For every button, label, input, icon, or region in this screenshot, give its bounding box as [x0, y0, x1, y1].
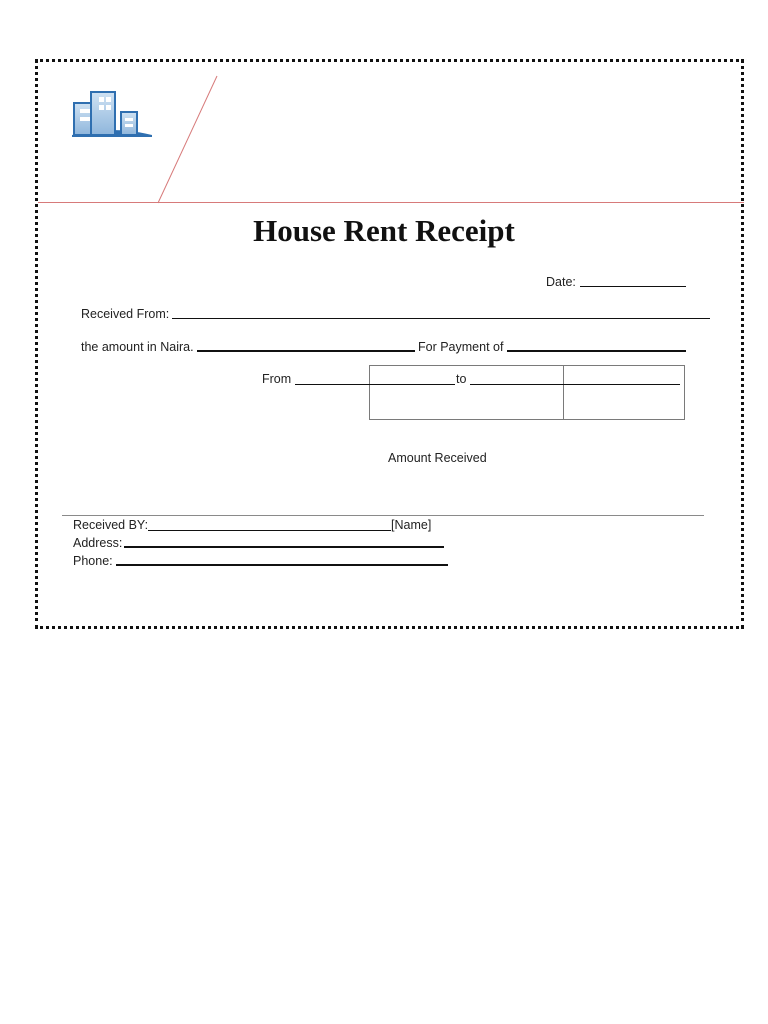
- received-from-label: Received From:: [81, 307, 170, 321]
- from-field[interactable]: [295, 384, 455, 385]
- received-by-field[interactable]: [148, 530, 391, 531]
- header-divider: [38, 202, 744, 203]
- phone-field[interactable]: [116, 564, 448, 566]
- payment-label: For Payment of: [418, 340, 504, 354]
- page-title: House Rent Receipt: [253, 213, 515, 248]
- signature-separator: [62, 515, 704, 516]
- phone-label: Phone:: [73, 554, 113, 568]
- date-label: Date:: [546, 275, 576, 289]
- date-field[interactable]: [580, 286, 686, 287]
- to-label: to: [456, 372, 467, 386]
- amount-label: the amount in Naira.: [81, 340, 194, 354]
- payment-field[interactable]: [507, 350, 686, 352]
- name-label: [Name]: [391, 518, 432, 532]
- from-label: From: [262, 372, 292, 386]
- to-field[interactable]: [470, 384, 680, 385]
- period-box: [369, 365, 685, 420]
- address-field[interactable]: [124, 546, 444, 548]
- received-by-label: Received BY:: [73, 518, 149, 532]
- address-label: Address:: [73, 536, 123, 550]
- received-from-field[interactable]: [172, 318, 710, 319]
- period-box-divider: [563, 365, 564, 420]
- amount-received-label: Amount Received: [388, 451, 487, 465]
- amount-field[interactable]: [197, 350, 415, 352]
